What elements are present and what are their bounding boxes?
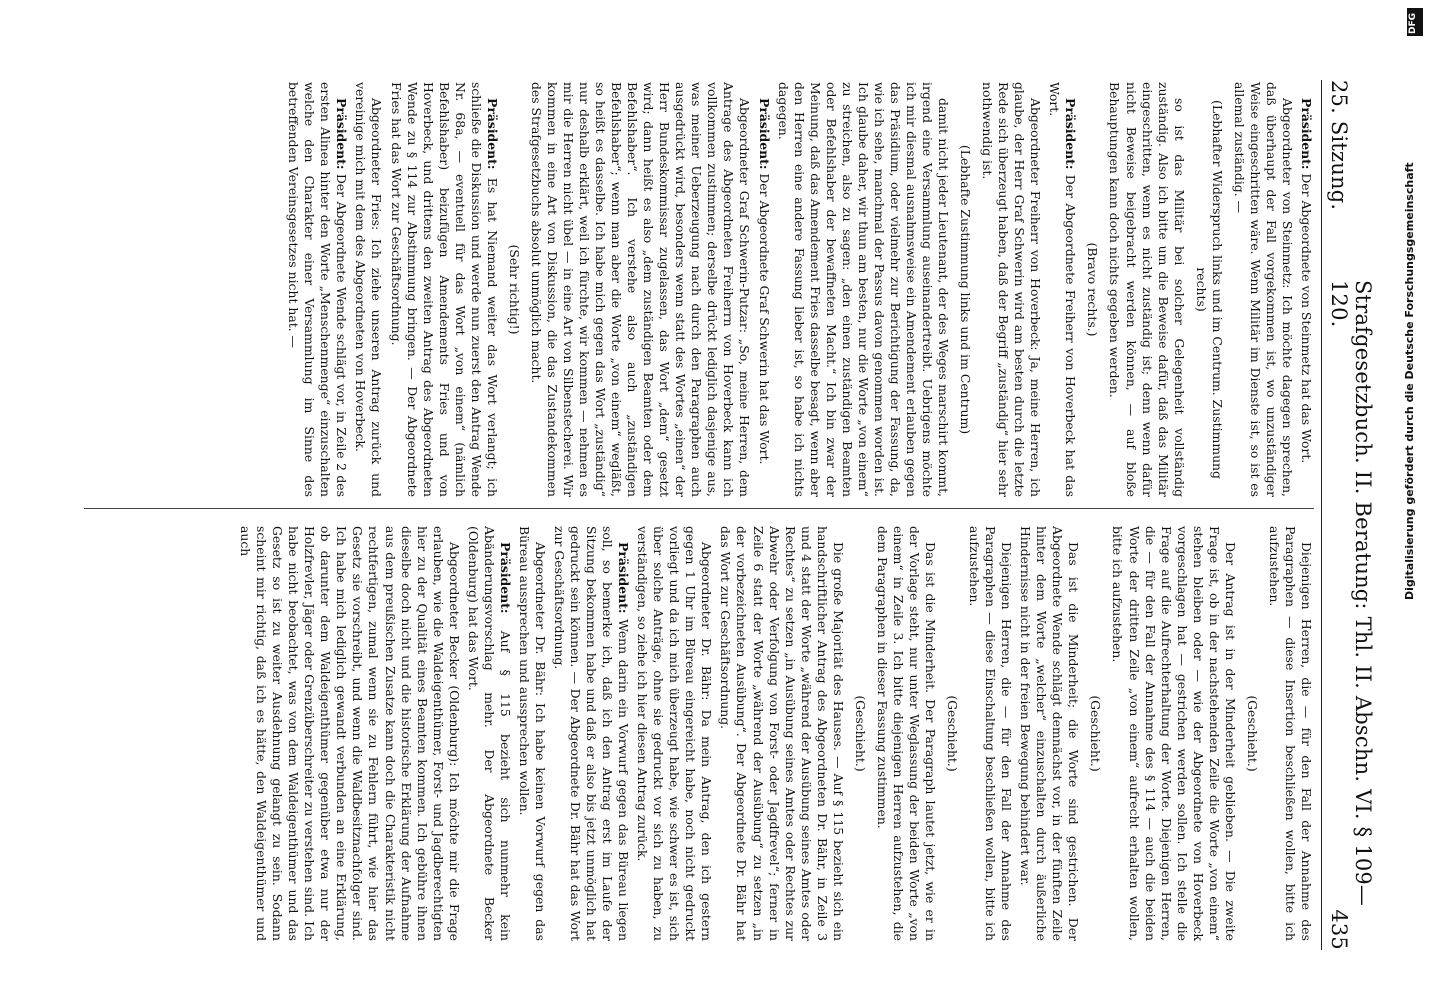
stage-direction: (Geschieht.): [945, 695, 961, 772]
paragraph-text: damit nicht jeder Lieutenant, der des Weges marschirt kommt, irgend eine Versammlung auseinandertreibt. Uebrigens möchte ich mir diesmal ausnahmsweise ein Amendement erlauben gegen das Präsidium, oder vielmehr zur Berichtigung der Fassung, da, wie ich sehe, manchmal der Passus davon genommen worden ist. Ich glaube daher, wir thun am besten, nur die Worte „von einem“ zu streichen, also zu sagen: „den einen zuständigen Beamten oder Befehlshaber der bewaffneten Macht.“ Ich bin zwar der Meinung, daß das Amendement Fries dasselbe besagt, wenn aber den Herren eine andere Fassung lieber ist, so habe ich nichts dagegen.: [775, 82, 952, 497]
paragraph-text: Abgeordneter Graf Schwerin-Putzar: „So, meine Herren, dem Antrage des Abgeordneten Freiherrn von Hoverbeck kann ich vollkommen zustimmen; derselbe drückt lediglich dasjenige aus, was meiner Ueberzeugung nach durch den Paragraphen auch ausgedrückt wird, besonders wenn statt des Wortes „einen“ der Herr Bundeskommissar zugelassen, das Wort „dem“ gesetzt wird; dann heißt es also „dem zuständigen Beamten oder dem Befehlshaber“. Ich verstehe also auch „zuständigen Befehlshaber“; wenn man aber die Worte „von einem“ wegläßt, so heißt es dasselbe. Ich habe mich gegen das Wort „zuständig“ nur deshalb erklärt, weil ich fürchte, wir kommen — nehmen es mir die Herren nicht übel — in eine Art von Silbenstecherei. Wir kommen in eine Art von Diskussion, die das Zustandekommen des Strafgesetzbuchs absolut unmöglich macht.: [528, 82, 753, 497]
paragraph-text: Der Abgeordnete von Steinmetz hat das Wort.: [1299, 169, 1314, 464]
speech-paragraph: [979, 82, 1043, 497]
speech-paragraph: [352, 82, 384, 497]
speech-paragraph: [285, 82, 349, 497]
paragraph-text: Es hat Niemand weiter das Wort verlangt; ich schließe die Diskussion und werde nun zuerst den Antrag Wende Nr. 68a, — eventuell für das Wort „von einem“ (nämlich Befehlshaber) beizufügen Amendements Fries und von Hoverbeck, und drittens den zweiten Antrag des Abgeordneten Wende zu § 114 zur Abstimmung bringen. — Der Abgeordnete Fries hat das Wort zur Geschäftsordnung.: [388, 82, 500, 497]
speech-paragraph: [874, 526, 938, 941]
dfg-logo-text: DFG: [1408, 12, 1418, 34]
running-header: [1321, 80, 1375, 950]
paragraph-text: Abgeordneter Fries: Ich ziehe unseren Antrag zurück und vereinige mich mit dem des Abgeordneten von Hoverbeck.: [353, 82, 385, 497]
stage-direction: (Sehr richtig!): [506, 244, 522, 335]
speech-paragraph: [1106, 82, 1186, 497]
speech-paragraph: [551, 526, 631, 941]
right-text-column: [94, 526, 1314, 941]
paragraph-text: Abgeordneter Dr. Bähr: Ich habe keinen Vorwurf gegen das Büreau aussprechen und aussprechen wollen.: [516, 526, 548, 941]
left-text-column: [94, 82, 1314, 497]
paragraph-text: Der Antrag ist in der Minderheit geblieben. — Die zweite Frage ist, ob in der nachstehenden Zeile die Worte „von einem“ stehen bleiben oder — wie der Abgeordnete von Hoverbeck vorgeschlagen hat — gestrichen werden sollen. Ich stelle die Frage auf die Aufrechterhaltung der Worte. Diejenigen Herren, die — für den Fall der Annahme des § 114 — auch die beiden Worte der dritten Zeile „von einem“ aufrecht erhalten wollen, bitte ich aufzustehen.: [1110, 526, 1238, 941]
speech-paragraph: [634, 526, 714, 941]
paragraph-text: Diejenigen Herren, die — für den Fall der Annahme des Paragraphen — diese Einschaltung beschließen wollen, bitte ich aufzustehen.: [967, 526, 1015, 941]
paragraph-text: Der Abgeordnete Graf Schwerin hat das Wort.: [756, 169, 772, 465]
paragraph-text: Diejenigen Herren, die — für den Fall der Annahme des Paragraphen — diese Insertion beschließen wollen, bitte ich aufzustehen.: [1266, 526, 1314, 941]
stage-direction: (Bravo rechts.): [1085, 242, 1101, 337]
speech-paragraph: [528, 82, 753, 497]
page-number: 435: [1327, 909, 1351, 950]
stage-direction: (Geschieht.): [1244, 695, 1260, 772]
speech-paragraph: [516, 526, 548, 941]
header-title: Strafgesetzbuch. II. Beratung: Thl. II. Abschn. VI. § 109—120.: [1327, 280, 1375, 907]
speaker-label: Präsident:: [1063, 98, 1079, 170]
speech-paragraph: [1046, 82, 1078, 497]
paragraph-text: Abgeordneter von Steinmetz: Ich möchte dagegen sprechen, daß überhaupt der Fall vorgekommen ist, wo unzuständiger Weise eingeschritten wäre. Wenn Militär im Dienste ist, so ist es allemal zuständig. —: [1231, 82, 1295, 497]
speaker-label: Präsident:: [616, 542, 632, 614]
speech-paragraph: [1017, 526, 1081, 941]
speech-paragraph: [775, 82, 952, 497]
paragraph-text: Abgeordneter Dr. Bähr: Da mein Antrag, den ich gestern gegen 1 Uhr im Büreau eingereicht habe, noch nicht gedruckt vorliegt und da ich mich überzeugt habe, wie schwer es ist, sich über solche Anträge, ohne sie gedruckt vor sich zu haben, zu verständigen, so ziehe ich hier diesen Antrag zurück.: [635, 526, 715, 941]
paragraph-text: Das ist die Minderheit; die Worte sind gestrichen. Der Abgeordnete Wende schlägt demnächst vor, in der fünften Zeile hinter dem Worte „welcher“ einzuschalten durch äußerliche Hindernisse nicht in der freien Bewegung behindert war.: [1018, 526, 1082, 941]
stage-direction: (Geschieht.): [852, 695, 868, 772]
column-divider: [84, 508, 1314, 509]
speech-paragraph: [465, 526, 513, 941]
paragraph-text: Die große Majorität des Hauses. — Auf § 115 bezieht sich ein handschriftlicher Antrag des Abgeordneten Dr. Bähr, in Zeile 3 und 4 statt der Worte „während der Ausübung seines Amtes oder Rechtes“ zu setzen „in Ausübung seines Amtes oder Rechtes zur Abwehr oder Verfolgung von Forst- oder Jagdfrevel“; ferner in Zeile 6 statt der Worte „während der Ausübung“ zu setzen „in der vorbezeichneten Ausübung“. Der Abgeordnete Dr. Bähr hat das Wort zur Geschäftsordnung.: [718, 526, 846, 941]
paragraph-text: Der Abgeordnete Wende schlägt vor, in Zeile 2 des ersten Alinea hinter den Worte „Menschenmenge“ einzuschalten welche den Charakter einer Versammlung im Sinne des betreffenden Vereinsgesetzes nicht hat. —: [286, 82, 350, 497]
speaker-label: Präsident:: [484, 98, 500, 170]
dfg-logo: [1407, 8, 1423, 36]
header-session: 25. Sitzung.: [1327, 80, 1351, 211]
speech-paragraph: [966, 526, 1014, 941]
speaker-label: Präsident:: [1299, 98, 1314, 170]
speech-paragraph: [1231, 82, 1295, 497]
speech-paragraph: [756, 82, 772, 497]
speech-paragraph: [387, 82, 499, 497]
speaker-label: Präsident:: [334, 98, 350, 170]
speaker-label: Präsident:: [756, 98, 772, 170]
paragraph-text: Abgeordneter Becker (Oldenburg): Ich möchte mir die Frage erlauben, wie die Waldeigenthümer, Forst- und Jagdberechtigten hier zu der Qualität eines Beamten kommen. Ich gebühre ihnen dieselbe doch nicht und die historische Erklärung der Aufnahme aus dem preußischen Zusatze kann doch die Charakteristik nicht rechtfertigen, zumal wenn sie zu Fehlern führt, wie hier das Gesetz sie vorschreibt, und wenn die Waldbesitznachfolger sind. Ich habe mich lediglich gewandt verbunden an eine Erklärung, ob darunter dem Waldeigenthümer gegenüber etwa nur der Holzfrevler, Jäger oder Grenzüberschreiter zu verstehen sind. Ich habe nicht beobachtet, was von dem Waldeigenthümer und das Gesetz so ist zu weiter Ausdehnung gelangt zu sein. Sodann scheint mir richtig, daß ich es hätte, den Waldeigenthümer und auch: [238, 526, 462, 941]
stage-direction: (Lebhafter Widerspruch links und im Centrum. Zustimmung rechts): [1193, 100, 1225, 479]
speech-paragraph: [237, 526, 462, 941]
funding-note-text: Digitalisierung gefördert durch die Deutsche Forschungsgemeinschaft: [1403, 162, 1416, 600]
speaker-label: Präsident:: [497, 542, 513, 614]
paragraph-text: Wenn darin ein Vorwurf gegen das Büreau liegen soll, so bemerke ich, daß ich den Antrag erst im Laufe der Sitzung bekommen habe und daß er also bis jetzt unmöglich hat gedruckt sein können. — Der Abgeordnete Dr. Bähr hat das Wort zur Geschäftsordnung.: [551, 526, 632, 941]
speech-paragraph: [717, 526, 845, 941]
speech-paragraph: [1266, 526, 1314, 941]
stage-direction: (Lebhafte Zustimmung links und im Centrum): [958, 144, 974, 435]
paragraph-text: so ist das Militär bei solcher Gelegenheit vollständig zuständig. Also ich bitte um die Beweise dafür, daß das Militär eingeschritten, wenn es nicht zuständig ist; denn wenn dafür nicht Beweise beigebracht werden können, — auf bloße Behauptungen kann doch nichts gegeben werden.: [1107, 82, 1187, 497]
paragraph-text: Das ist die Minderheit. Der Paragraph lautet jetzt, wie er in der Vorlage steht, nur unter Weglassung der beiden Worte „von einem“ in Zeile 3. Ich bitte diejenigen Herren aufzustehen, die dem Paragraphen in dieser Fassung zustimmen.: [874, 526, 939, 941]
paragraph-text: Abgeordneter Freiherr von Hoverbeck: Ja, meine Herren, ich glaube, der Herr Graf Schwerin wird am besten durch die letzte Rede sich überzeugt haben, daß der Begriff „zuständig“ hier sehr nothwendig ist.: [980, 82, 1044, 497]
stage-direction: (Geschieht.): [1088, 695, 1104, 772]
funding-note: [1403, 40, 1423, 600]
speech-paragraph: [1298, 82, 1314, 497]
speech-paragraph: [1109, 526, 1237, 941]
paragraph-text: Auf § 115 bezieht sich nunmehr kein Abänderungsvorschlag mehr. Der Abgeordnete Becker (Oldenburg) hat das Wort.: [465, 526, 513, 941]
paragraph-text: Der Abgeordnete Freiherr von Hoverbeck hat das Wort.: [1047, 82, 1079, 497]
